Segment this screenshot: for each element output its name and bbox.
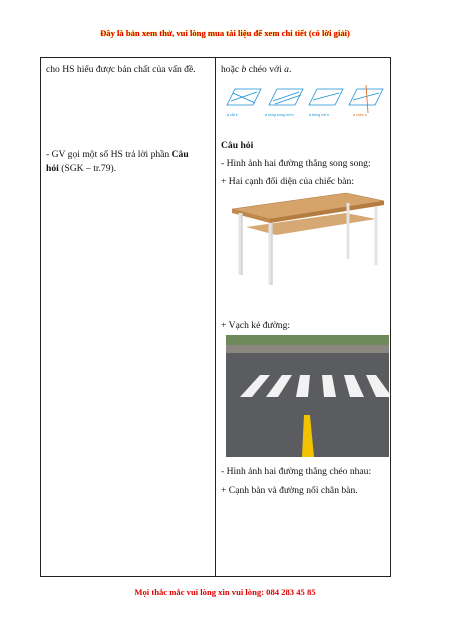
- right-line1-mid: chéo với: [246, 64, 285, 75]
- item-desk-skew: + Cạnh bàn và đường nối chân bàn.: [221, 485, 358, 496]
- caption-intersect: a cắt b: [227, 113, 238, 117]
- preview-banner: Đây là bản xem thử, vui lòng mua tài liệu để xem chi tiết (có lời giải): [100, 28, 350, 38]
- road-far-edge: [226, 345, 389, 353]
- variable-b: b: [241, 64, 247, 75]
- plane-1: [227, 89, 261, 105]
- teacher-activity-cell: [46, 63, 211, 174]
- line-b-1: [233, 93, 255, 103]
- item-parallel-lines: - Hình ảnh hai đường thẳng song song:: [221, 158, 371, 169]
- left-text-line3: [46, 162, 211, 176]
- right-text-line1: [221, 63, 389, 77]
- plane-4: [349, 89, 383, 105]
- line-ab-3: [313, 93, 339, 100]
- desk-image: [226, 189, 386, 287]
- left-text-line1: cho HS hiểu được bản chất của vấn đề.: [46, 64, 196, 75]
- right-line1-end: .: [288, 64, 292, 75]
- line-b-2: [275, 95, 301, 104]
- lesson-table: [40, 57, 391, 577]
- right-line1-pre: hoặc: [221, 64, 242, 75]
- item-road-markings: + Vạch kẻ đường:: [221, 320, 291, 331]
- plane-2: [269, 89, 303, 105]
- line-a-4: [353, 93, 379, 100]
- column-divider: [215, 58, 216, 576]
- item-desk-edges: + Hai cạnh đối diện của chiếc bàn:: [221, 176, 355, 187]
- caption-skew: a chéo b: [353, 113, 367, 117]
- left-line2-bold: Câu: [171, 149, 189, 160]
- line-a-2: [273, 92, 299, 101]
- student-activity-cell: [221, 63, 389, 496]
- left-line3-bold: hỏi: [46, 163, 59, 174]
- desk-leg-outline: [242, 213, 272, 285]
- plane-shapes: [227, 89, 383, 105]
- plane-3: [309, 89, 343, 105]
- line-position-diagrams: [221, 83, 389, 127]
- caption-parallel: a song song với b: [265, 113, 294, 117]
- variable-a: a: [284, 64, 289, 75]
- road-crossing-image: [226, 335, 389, 457]
- left-line3-text: (SGK – tr.79).: [58, 163, 117, 174]
- left-text-line2: [46, 148, 211, 162]
- contact-banner: Mọi thắc mắc vui lòng xin vui lòng: 084 283 45 85: [134, 587, 316, 597]
- question-heading: Câu hỏi: [221, 140, 254, 151]
- item-skew-lines: - Hình ảnh hai đường thẳng chéo nhau:: [221, 466, 372, 477]
- left-line2-text: - GV gọi một số HS trả lời phần: [46, 149, 172, 160]
- line-a-1: [231, 92, 257, 101]
- caption-coincide: a trùng với b: [309, 113, 330, 117]
